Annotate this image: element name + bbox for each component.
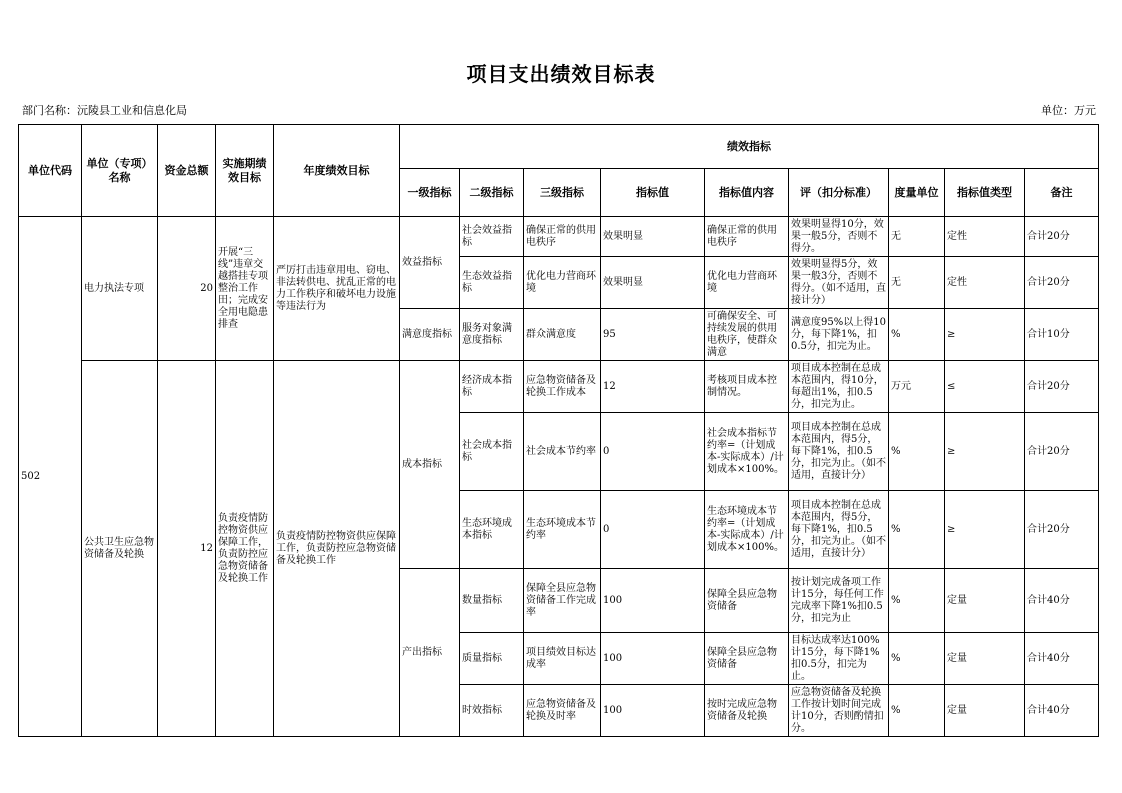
- value-cell: 100: [601, 633, 705, 685]
- value-content-cell: 保障全县应急物资储备: [705, 569, 789, 633]
- remark-cell: 合计40分: [1025, 685, 1099, 737]
- level2-cell: 社会成本指标: [460, 413, 524, 491]
- period-goal-cell: 负责疫情防控物资供应保障工作，负责防控应急物资储备及轮换工作: [216, 361, 274, 737]
- table-row: [19, 217, 1099, 257]
- scoring-cell: 效果明显得5分，效果一般3分，否则不得分。（如不适用，直接计分）: [789, 257, 889, 309]
- header-value-type: 指标值类型: [945, 169, 1025, 217]
- scoring-cell: 目标达成率达100%计15分，每下降1%扣0.5分，扣完为止。: [789, 633, 889, 685]
- remark-cell: 合计20分: [1025, 217, 1099, 257]
- value-cell: 100: [601, 685, 705, 737]
- period-goal-cell: 开展“三线”违章交越搭挂专项整治工作田；完成安全用电隐患排查: [216, 217, 274, 361]
- header-annual-goal: 年度绩效目标: [274, 125, 400, 217]
- level3-cell: 应急物资储备及轮换工作成本: [524, 361, 601, 413]
- value-content-cell: 可确保安全、可持续发展的供用电秩序，使群众满意: [705, 309, 789, 361]
- header-indicators: 绩效指标: [400, 125, 1099, 169]
- value-content-cell: 优化电力营商环境: [705, 257, 789, 309]
- unit-code-cell: 502: [19, 217, 82, 737]
- scoring-cell: 项目成本控制在总成本范围内，得10分，每超出1%，扣0.5分，扣完为止。: [789, 361, 889, 413]
- value-type-cell: ≤: [945, 361, 1025, 413]
- header-value: 指标值: [601, 169, 705, 217]
- level2-cell: 时效指标: [460, 685, 524, 737]
- header-unit-code: 单位代码: [19, 125, 82, 217]
- header-unit-name: 单位（专项）名称: [82, 125, 158, 217]
- value-cell: 效果明显: [601, 217, 705, 257]
- remark-cell: 合计40分: [1025, 633, 1099, 685]
- value-type-cell: 定量: [945, 685, 1025, 737]
- scoring-cell: 应急物资储备及轮换工作按计划时间完成计10分，否则酌情扣分。: [789, 685, 889, 737]
- measure-unit-cell: %: [889, 685, 945, 737]
- level3-cell: 保障全县应急物资储备工作完成率: [524, 569, 601, 633]
- measure-unit-cell: %: [889, 491, 945, 569]
- value-cell: 100: [601, 569, 705, 633]
- header-level3: 三级指标: [524, 169, 601, 217]
- scoring-cell: 效果明显得10分，效果一般5分，否则不得分。: [789, 217, 889, 257]
- level3-cell: 项目绩效目标达成率: [524, 633, 601, 685]
- value-content-cell: 保障全县应急物资储备: [705, 633, 789, 685]
- value-cell: 效果明显: [601, 257, 705, 309]
- level2-cell: 数量指标: [460, 569, 524, 633]
- remark-cell: 合计20分: [1025, 413, 1099, 491]
- level3-cell: 应急物资储备及轮换及时率: [524, 685, 601, 737]
- level2-cell: 社会效益指标: [460, 217, 524, 257]
- level2-cell: 经济成本指标: [460, 361, 524, 413]
- value-type-cell: 定性: [945, 257, 1025, 309]
- level2-cell: 生态环境成本指标: [460, 491, 524, 569]
- value-content-cell: 考核项目成本控制情况。: [705, 361, 789, 413]
- department-name: 部门名称：沅陵县工业和信息化局: [22, 104, 187, 117]
- header-level2: 二级指标: [460, 169, 524, 217]
- annual-goal-cell: 严厉打击违章用电、窃电、非法转供电、扰乱正常的电力工作秩序和破坏电力设施等违法行为: [274, 217, 400, 361]
- measure-unit-cell: %: [889, 309, 945, 361]
- value-cell: 12: [601, 361, 705, 413]
- scoring-cell: 按计划完成备项工作计15分，每任何工作完成率下降1%扣0.5分，扣完为止: [789, 569, 889, 633]
- level2-cell: 生态效益指标: [460, 257, 524, 309]
- value-type-cell: 定量: [945, 569, 1025, 633]
- currency-unit: 单位：万元: [1041, 104, 1096, 117]
- header-period-goal: 实施期绩效目标: [216, 125, 274, 217]
- measure-unit-cell: 万元: [889, 361, 945, 413]
- value-cell: 0: [601, 413, 705, 491]
- value-cell: 0: [601, 491, 705, 569]
- value-type-cell: ≥: [945, 491, 1025, 569]
- value-content-cell: 按时完成应急物资储备及轮换: [705, 685, 789, 737]
- value-type-cell: ≥: [945, 413, 1025, 491]
- level3-cell: 优化电力营商环境: [524, 257, 601, 309]
- value-content-cell: 确保正常的供用电秩序: [705, 217, 789, 257]
- project-amount-cell: 20: [158, 217, 216, 361]
- scoring-cell: 项目成本控制在总成本范围内，得5分，每下降1%，扣0.5分，扣完为止。（如不适用，直接计分）: [789, 491, 889, 569]
- header-value-content: 指标值内容: [705, 169, 789, 217]
- header-measure-unit: 度量单位: [889, 169, 945, 217]
- remark-cell: 合计40分: [1025, 569, 1099, 633]
- scoring-cell: 项目成本控制在总成本范围内，得5分，每下降1%，扣0.5分，扣完为止。（如不适用，直接计分）: [789, 413, 889, 491]
- level1-cell: 满意度指标: [400, 309, 460, 361]
- project-name-cell: 电力执法专项: [82, 217, 158, 361]
- header-remark: 备注: [1025, 169, 1099, 217]
- level1-cell: 成本指标: [400, 361, 460, 569]
- performance-target-table: [18, 124, 1099, 737]
- value-content-cell: 生态环境成本节约率=（计划成本-实际成本）/计划成本×100%。: [705, 491, 789, 569]
- value-content-cell: 社会成本指标节约率=（计划成本-实际成本）/计划成本×100%。: [705, 413, 789, 491]
- level3-cell: 生态环境成本节约率: [524, 491, 601, 569]
- table-row: [19, 361, 1099, 413]
- header-scoring: 评（扣分标准）: [789, 169, 889, 217]
- value-type-cell: 定性: [945, 217, 1025, 257]
- project-amount-cell: 12: [158, 361, 216, 737]
- header-level1: 一级指标: [400, 169, 460, 217]
- value-type-cell: ≥: [945, 309, 1025, 361]
- level2-cell: 服务对象满意度指标: [460, 309, 524, 361]
- value-cell: 95: [601, 309, 705, 361]
- header-total-funds: 资金总额: [158, 125, 216, 217]
- annual-goal-cell: 负责疫情防控物资供应保障工作，负责防控应急物资储备及轮换工作: [274, 361, 400, 737]
- project-name-cell: 公共卫生应急物资储备及轮换: [82, 361, 158, 737]
- remark-cell: 合计20分: [1025, 491, 1099, 569]
- level1-cell: 产出指标: [400, 569, 460, 737]
- measure-unit-cell: 无: [889, 257, 945, 309]
- level2-cell: 质量指标: [460, 633, 524, 685]
- remark-cell: 合计20分: [1025, 257, 1099, 309]
- measure-unit-cell: %: [889, 413, 945, 491]
- level3-cell: 社会成本节约率: [524, 413, 601, 491]
- page-title: 项目支出绩效目标表: [466, 62, 656, 86]
- measure-unit-cell: %: [889, 633, 945, 685]
- level3-cell: 群众满意度: [524, 309, 601, 361]
- measure-unit-cell: 无: [889, 217, 945, 257]
- remark-cell: 合计10分: [1025, 309, 1099, 361]
- measure-unit-cell: %: [889, 569, 945, 633]
- level3-cell: 确保正常的供用电秩序: [524, 217, 601, 257]
- remark-cell: 合计20分: [1025, 361, 1099, 413]
- value-type-cell: 定量: [945, 633, 1025, 685]
- level1-cell: 效益指标: [400, 217, 460, 309]
- scoring-cell: 满意度95%以上得10分，每下降1%，扣0.5分，扣完为止。: [789, 309, 889, 361]
